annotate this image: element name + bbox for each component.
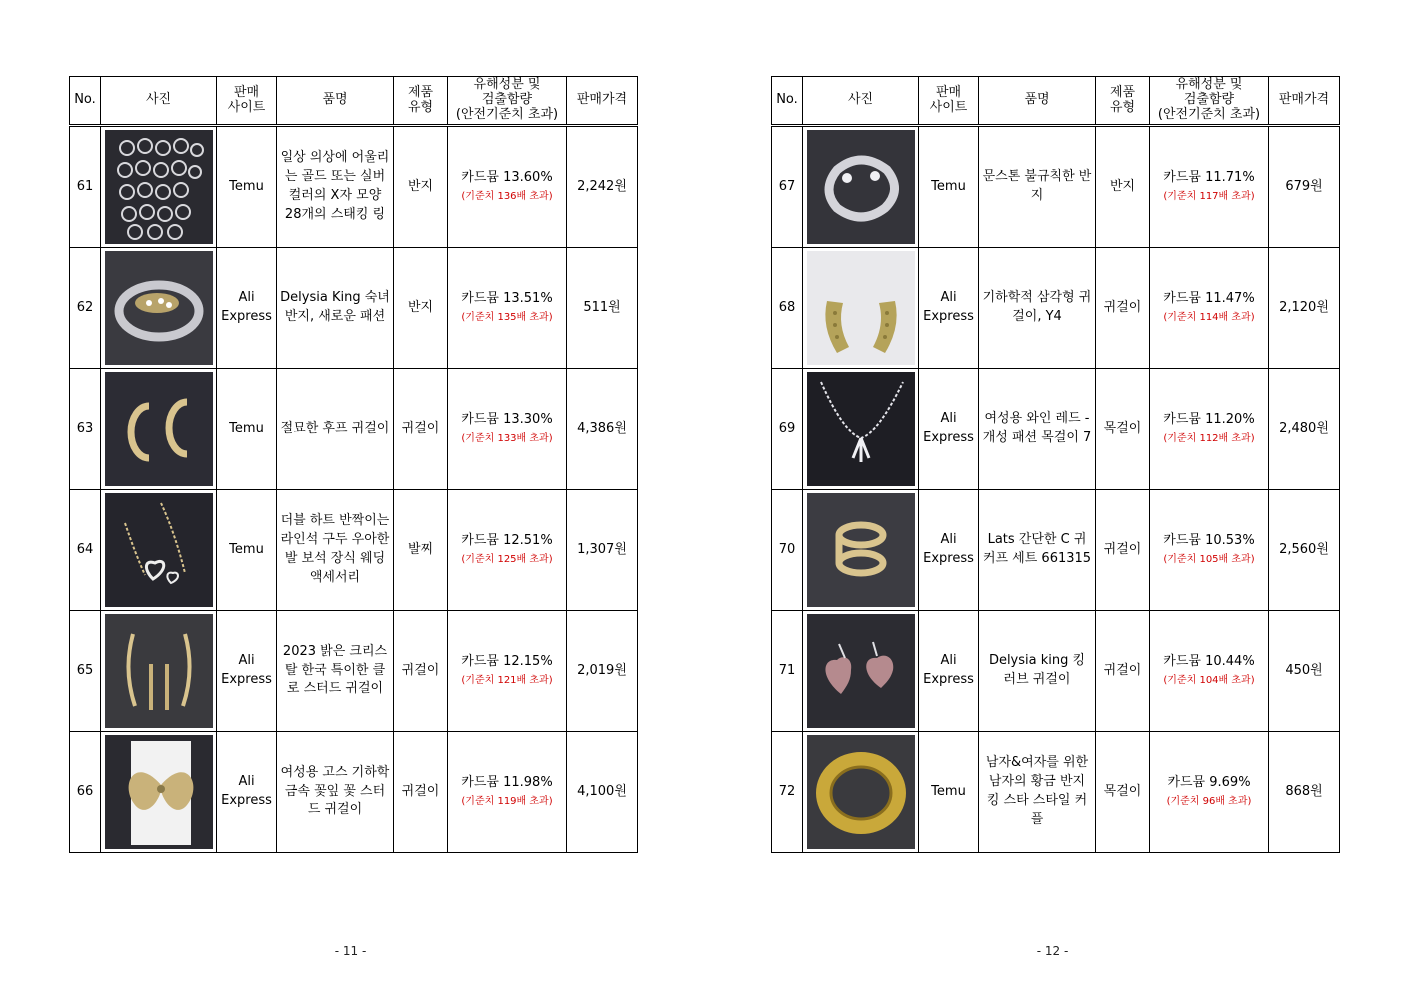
cadmium-value: 카드뮴 11.20% xyxy=(1163,412,1255,428)
row-name: 여성용 와인 레드 - 개성 패션 목걸이 7 xyxy=(979,369,1096,490)
row-type: 반지 xyxy=(394,126,448,248)
table-row xyxy=(772,490,1340,611)
exceed-note: (기준치 136배 초과) xyxy=(461,191,553,203)
cadmium-value: 카드뮴 10.53% xyxy=(1163,533,1255,549)
table-row xyxy=(70,369,638,490)
irregular-ring-photo-icon xyxy=(807,130,915,244)
table-row xyxy=(70,732,638,853)
row-no: 71 xyxy=(772,611,803,732)
row-price: 2,480원 xyxy=(1269,369,1340,490)
row-harmful xyxy=(448,248,567,369)
row-site: Ali Express xyxy=(919,611,979,732)
row-harmful xyxy=(448,732,567,853)
row-name: 기하학적 삼각형 귀걸이, Y4 xyxy=(979,248,1096,369)
row-harmful xyxy=(1150,732,1269,853)
table-row xyxy=(772,611,1340,732)
header-site: 판매 사이트 xyxy=(217,77,277,126)
heart-earring-photo-icon xyxy=(807,614,915,728)
row-price: 450원 xyxy=(1269,611,1340,732)
row-price: 2,242원 xyxy=(567,126,638,248)
row-site: Ali Express xyxy=(919,490,979,611)
table-header-row xyxy=(70,77,638,126)
cadmium-value: 카드뮴 12.15% xyxy=(461,654,553,670)
page-12 xyxy=(702,0,1403,992)
header-price: 판매가격 xyxy=(567,77,638,126)
row-no: 63 xyxy=(70,369,101,490)
cadmium-value: 카드뮴 12.51% xyxy=(461,533,553,549)
row-site: Temu xyxy=(919,732,979,853)
row-site: Ali Express xyxy=(919,248,979,369)
cadmium-value: 카드뮴 13.51% xyxy=(461,291,553,307)
row-type: 반지 xyxy=(1096,126,1150,248)
row-name: Lats 간단한 C 귀 커프 세트 661315 xyxy=(979,490,1096,611)
row-price: 511원 xyxy=(567,248,638,369)
cadmium-value: 카드뮴 13.60% xyxy=(461,170,553,186)
row-harmful xyxy=(448,126,567,248)
table-row xyxy=(70,126,638,248)
exceed-note: (기준치 105배 초과) xyxy=(1163,554,1255,566)
row-type: 목걸이 xyxy=(1096,732,1150,853)
row-type: 반지 xyxy=(394,248,448,369)
row-no: 62 xyxy=(70,248,101,369)
row-harmful xyxy=(1150,490,1269,611)
row-no: 69 xyxy=(772,369,803,490)
petal-earring-photo-icon xyxy=(105,735,213,849)
table-row xyxy=(70,490,638,611)
claw-earring-photo-icon xyxy=(105,614,213,728)
header-photo: 사진 xyxy=(101,77,217,126)
row-price: 868원 xyxy=(1269,732,1340,853)
cadmium-value: 카드뮴 11.98% xyxy=(461,775,553,791)
row-no: 64 xyxy=(70,490,101,611)
hoop-earring-photo-icon xyxy=(105,372,213,486)
row-site: Ali Express xyxy=(217,611,277,732)
row-harmful xyxy=(1150,611,1269,732)
header-no: No. xyxy=(772,77,803,126)
header-name: 품명 xyxy=(979,77,1096,126)
row-harmful xyxy=(1150,126,1269,248)
exceed-note: (기준치 125배 초과) xyxy=(461,554,553,566)
row-price: 2,019원 xyxy=(567,611,638,732)
anklet-photo-icon xyxy=(105,493,213,607)
cadmium-value: 카드뮴 13.30% xyxy=(461,412,553,428)
row-harmful xyxy=(448,490,567,611)
row-price: 679원 xyxy=(1269,126,1340,248)
row-name: 일상 의상에 어울리는 골드 또는 실버 컬러의 X자 모양 28개의 스태킹 링 xyxy=(277,126,394,248)
row-name: Delysia king 킹 러브 귀걸이 xyxy=(979,611,1096,732)
row-name: 남자&여자를 위한 남자의 황금 반지 킹 스타 스타일 커플 xyxy=(979,732,1096,853)
row-price: 1,307원 xyxy=(567,490,638,611)
row-no: 70 xyxy=(772,490,803,611)
table-row xyxy=(772,732,1340,853)
header-photo: 사진 xyxy=(803,77,919,126)
row-type: 귀걸이 xyxy=(1096,611,1150,732)
exceed-note: (기준치 114배 초과) xyxy=(1163,312,1255,324)
row-site: Ali Express xyxy=(217,248,277,369)
cadmium-value: 카드뮴 11.71% xyxy=(1163,170,1255,186)
header-harmful: 유해성분 및 검출함량 (안전기준치 초과) xyxy=(448,77,567,126)
row-type: 발찌 xyxy=(394,490,448,611)
row-site: Temu xyxy=(217,126,277,248)
gold-ring-photo-icon xyxy=(807,735,915,849)
row-type: 귀걸이 xyxy=(394,369,448,490)
table-row xyxy=(70,248,638,369)
ear-cuff-photo-icon xyxy=(807,493,915,607)
table-row xyxy=(772,369,1340,490)
row-type: 귀걸이 xyxy=(1096,490,1150,611)
cadmium-value: 카드뮴 11.47% xyxy=(1163,291,1255,307)
header-harmful: 유해성분 및 검출함량 (안전기준치 초과) xyxy=(1150,77,1269,126)
page-number: - 11 - xyxy=(334,944,367,958)
row-no: 66 xyxy=(70,732,101,853)
exceed-note: (기준치 104배 초과) xyxy=(1163,675,1255,687)
row-site: Temu xyxy=(217,490,277,611)
row-harmful xyxy=(1150,248,1269,369)
row-price: 4,100원 xyxy=(567,732,638,853)
row-harmful xyxy=(448,611,567,732)
row-harmful xyxy=(1150,369,1269,490)
row-no: 68 xyxy=(772,248,803,369)
header-name: 품명 xyxy=(277,77,394,126)
header-type: 제품 유형 xyxy=(1096,77,1150,126)
header-type: 제품 유형 xyxy=(394,77,448,126)
ring-photo-icon xyxy=(105,251,213,365)
exceed-note: (기준치 133배 초과) xyxy=(461,433,553,445)
row-harmful xyxy=(448,369,567,490)
exceed-note: (기준치 117배 초과) xyxy=(1163,191,1255,203)
row-name: 절묘한 후프 귀걸이 xyxy=(277,369,394,490)
cadmium-value: 카드뮴 10.44% xyxy=(1163,654,1255,670)
necklace-photo-icon xyxy=(807,372,915,486)
row-name: 여성용 고스 기하학 금속 꽃잎 꽃 스터드 귀걸이 xyxy=(277,732,394,853)
exceed-note: (기준치 135배 초과) xyxy=(461,312,553,324)
row-name: 문스톤 불규칙한 반지 xyxy=(979,126,1096,248)
page-11 xyxy=(0,0,701,992)
header-price: 판매가격 xyxy=(1269,77,1340,126)
row-type: 귀걸이 xyxy=(1096,248,1150,369)
header-site: 판매 사이트 xyxy=(919,77,979,126)
row-price: 2,560원 xyxy=(1269,490,1340,611)
triangle-earring-photo-icon xyxy=(807,251,915,365)
row-type: 귀걸이 xyxy=(394,732,448,853)
exceed-note: (기준치 121배 초과) xyxy=(461,675,553,687)
row-name: Delysia King 숙녀 반지, 새로운 패션 xyxy=(277,248,394,369)
row-site: Ali Express xyxy=(919,369,979,490)
page-number: - 12 - xyxy=(1036,944,1069,958)
row-price: 4,386원 xyxy=(567,369,638,490)
row-no: 61 xyxy=(70,126,101,248)
table-row xyxy=(772,126,1340,248)
product-table-right xyxy=(771,76,1340,853)
exceed-note: (기준치 96배 초과) xyxy=(1166,796,1252,808)
row-price: 2,120원 xyxy=(1269,248,1340,369)
row-no: 67 xyxy=(772,126,803,248)
row-type: 목걸이 xyxy=(1096,369,1150,490)
cadmium-value: 카드뮴 9.69% xyxy=(1167,775,1251,791)
table-header-row xyxy=(772,77,1340,126)
row-no: 65 xyxy=(70,611,101,732)
row-site: Ali Express xyxy=(217,732,277,853)
exceed-note: (기준치 119배 초과) xyxy=(461,796,553,808)
row-name: 2023 밝은 크리스탈 한국 특이한 클로 스터드 귀걸이 xyxy=(277,611,394,732)
row-site: Temu xyxy=(217,369,277,490)
header-no: No. xyxy=(70,77,101,126)
product-table-left xyxy=(69,76,638,853)
row-no: 72 xyxy=(772,732,803,853)
exceed-note: (기준치 112배 초과) xyxy=(1163,433,1255,445)
table-row xyxy=(70,611,638,732)
ring-set-photo-icon xyxy=(105,130,213,244)
row-site: Temu xyxy=(919,126,979,248)
table-row xyxy=(772,248,1340,369)
row-name: 더블 하트 반짝이는 라인석 구두 우아한 발 보석 장식 웨딩 액세서리 xyxy=(277,490,394,611)
row-type: 귀걸이 xyxy=(394,611,448,732)
